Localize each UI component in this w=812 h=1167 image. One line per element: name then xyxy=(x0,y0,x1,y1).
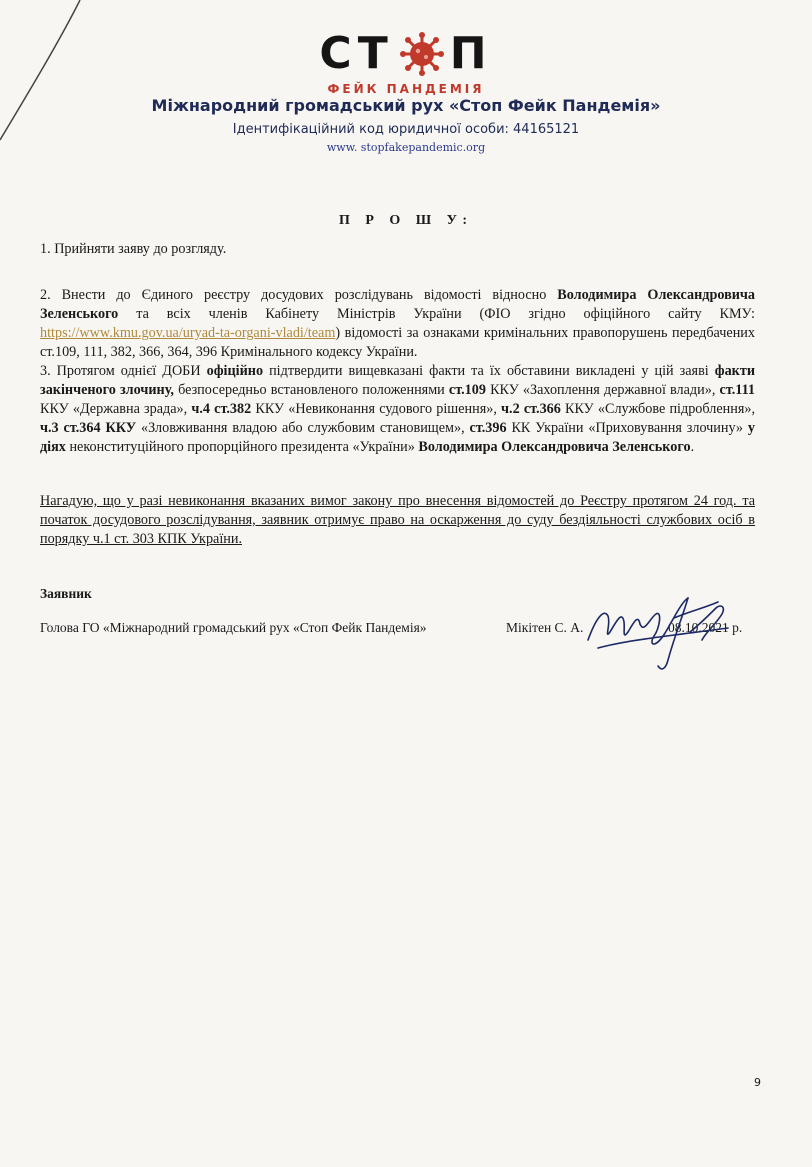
signer-name: Мікітен С. А. xyxy=(506,620,584,635)
item-3-bold-r: у діях xyxy=(40,420,756,455)
page-number: 9 xyxy=(754,1076,761,1089)
item-3-text-i: ККУ «Державна зрада», xyxy=(40,401,192,417)
item-3-bold-d: факти закінченого злочину, xyxy=(40,363,755,398)
applicant-label: Заявник xyxy=(40,586,92,601)
item-3-bold-f: ст.109 xyxy=(448,382,486,398)
item-2-text-a: 2. Внести до Єдиного реєстру досудових розслідувань відомості відносно xyxy=(40,287,558,303)
item-3-text-k: ККУ «Невиконання судового рішення», xyxy=(251,401,502,417)
reminder-paragraph: Нагадую, що у разі невиконання вказаних вимог закону про внесення відомостей до Реєстру протягом 24 год. та початок досудового розслідування, заявник отримує право на оскарження до суду бездіяльності службових осіб в порядку ч.1 ст. 303 КПК України. xyxy=(40,493,755,547)
org-title: Міжнародний громадський рух «Стоп Фейк Пандемія» xyxy=(151,96,661,115)
handwritten-signature xyxy=(578,588,748,678)
item-3-bold-n: ч.3 ст.364 ККУ xyxy=(40,420,137,436)
item-2-text-d: ) відомості за ознаками кримінальних правопорушень передбачених ст.109, 111, 382, 366, 364, 396 Кримінального кодексу України. xyxy=(40,325,755,360)
item-3-text-q: КК України «Приховування злочину» xyxy=(506,420,748,436)
item-3-bold-t: Володимира Олександровича Зеленського xyxy=(418,439,691,455)
item-3-bold-p: ст.396 xyxy=(469,420,507,436)
item-3-text-c: підтвердити вищевказані факти та їх обставини викладені у цій заяві xyxy=(263,363,715,379)
kmu-link[interactable]: https://www.kmu.gov.ua/uryad-ta-organi-vladi/team xyxy=(40,325,336,341)
item-3-text-a: 3. Протягом однієї ДОБИ xyxy=(40,363,207,379)
org-code: Ідентифікаційний код юридичної особи: 44165121 xyxy=(232,122,580,137)
virus-icon xyxy=(400,32,444,76)
org-website: www. stopfakepandemic.org xyxy=(326,141,486,154)
item-3-text-e: безпосередньо встановленого положеннями xyxy=(173,382,449,398)
item-3-text-s: неконституційного пропорційного президента «України» xyxy=(65,439,419,455)
item-3-bold-h: ст.111 xyxy=(719,382,755,398)
item-2 xyxy=(40,286,755,362)
item-1: 1. Прийняти заяву до розгляду. xyxy=(40,241,227,257)
logo xyxy=(0,28,812,79)
item-3-text-u: . xyxy=(690,439,695,455)
logo-right-text: П xyxy=(449,28,493,79)
logo-subtitle: ФЕЙК ПАНДЕМІЯ xyxy=(327,82,485,96)
item-3-text-o: «Зловживання владою або службовим становищем», xyxy=(136,420,470,436)
logo-wordmark xyxy=(319,28,492,79)
signature-date: 08.10.2021 р. xyxy=(668,620,743,635)
signer-role: Голова ГО «Міжнародний громадський рух «Стоп Фейк Пандемія» xyxy=(40,620,427,635)
item-3-bold-l: ч.2 ст.366 xyxy=(501,401,561,417)
item-3-text-g: ККУ «Захоплення державної влади», xyxy=(485,382,720,398)
logo-left-text: СТ xyxy=(319,28,394,79)
item-3 xyxy=(40,362,755,457)
document-heading: П Р О Ш У: xyxy=(338,213,474,228)
item-3-bold-b: офіційно xyxy=(206,363,264,379)
item-3-bold-j: ч.4 ст.382 xyxy=(191,401,252,417)
item-2-text-c: та всіх членів Кабінету Міністрів України (ФІО згідно офіційного сайту КМУ: xyxy=(118,306,755,322)
item-2-name: Володимира Олександровича Зеленського xyxy=(40,287,756,322)
item-3-text-m: ККУ «Службове підроблення», xyxy=(560,401,755,417)
